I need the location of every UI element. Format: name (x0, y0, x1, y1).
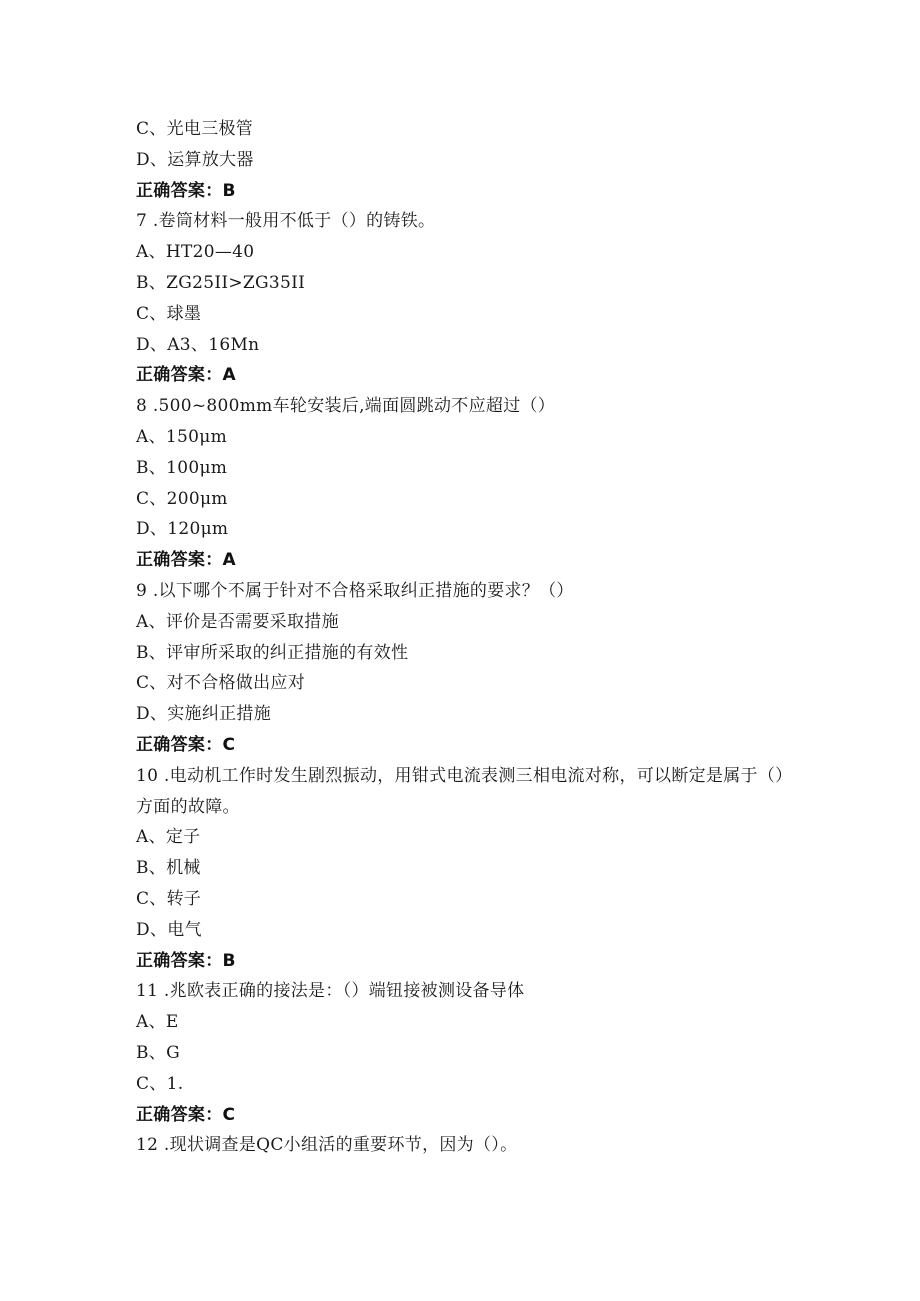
option-line: C、1. (136, 1073, 184, 1094)
option-line: D、电气 (136, 919, 202, 940)
correct-answer: 正确答案：C (136, 734, 236, 755)
option-line: B、ZG25II>ZG35II (136, 272, 306, 293)
option-line: B、100μm (136, 457, 228, 478)
option-line: C、球墨 (136, 303, 202, 324)
question-stem: 7 .卷筒材料一般用不低于（）的铸铁。 (136, 211, 436, 232)
option-line: D、120μm (136, 519, 229, 540)
question-8 (136, 391, 796, 576)
question-stem: 8 .500~800mm车轮安装后,端面圆跳动不应超过（） (136, 396, 556, 417)
question-stem: 11 .兆欧表正确的接法是：（）端钮接被测设备导体 (136, 981, 525, 1002)
document-content (136, 114, 796, 1161)
option-line: A、E (136, 1012, 179, 1033)
question-12 (136, 1130, 796, 1161)
question-stem: 10 .电动机工作时发生剧烈振动，用钳式电流表测三相电流对称，可以断定是属于（）方面的故障。 (136, 765, 793, 817)
option-line: D、A3、16Mn (136, 334, 260, 355)
option-line: B、评审所采取的纠正措施的有效性 (136, 642, 409, 663)
question-9 (136, 576, 796, 761)
option-line: C、200μm (136, 488, 228, 509)
option-line: C、转子 (136, 888, 202, 909)
option-line: A、150μm (136, 426, 227, 447)
question-stem: 12 .现状调查是QC小组活的重要环节，因为（）。 (136, 1135, 518, 1156)
question-10 (136, 761, 796, 977)
correct-answer: 正确答案：A (136, 365, 236, 386)
correct-answer: 正确答案：B (136, 950, 236, 971)
option-line: A、定子 (136, 827, 201, 848)
question-7 (136, 206, 796, 391)
question-stem: 9 .以下哪个不属于针对不合格采取纠正措施的要求？（） (136, 580, 574, 601)
option-line: D、实施纠正措施 (136, 704, 272, 725)
option-line: C、对不合格做出应对 (136, 673, 306, 694)
correct-answer: 正确答案：A (136, 550, 236, 571)
option-line: B、G (136, 1042, 180, 1063)
option-line: A、评价是否需要采取措施 (136, 611, 339, 632)
option-line: B、机械 (136, 858, 201, 879)
question-6-tail (136, 114, 796, 206)
correct-answer: 正确答案：C (136, 1104, 236, 1125)
option-line: C、光电三极管 (136, 119, 254, 139)
question-11 (136, 976, 796, 1130)
option-line: D、运算放大器 (136, 149, 254, 170)
option-line: A、HT20—40 (136, 242, 255, 263)
correct-answer: 正确答案：B (136, 180, 236, 201)
